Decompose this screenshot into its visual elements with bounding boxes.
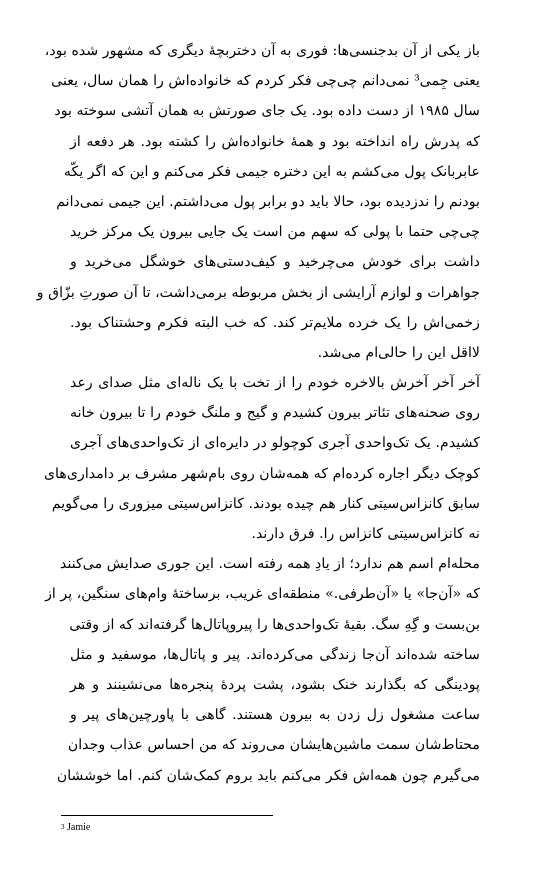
text-line: سال ۱۹۸۵ از دست داده بود. یک جای صورتش به همان آتشی سوخته بود xyxy=(54,103,480,120)
footnote-separator xyxy=(61,815,273,816)
text-line: ساعت مشغول زل زدن به بیرون هستند. گاهی با پاورچین‌های پیر و xyxy=(70,707,480,724)
body-text xyxy=(36,36,480,791)
text-line: باز یکی از آن بدجنسی‌ها: فوری به آن دختربچهٔ دیگری که مشهور شده بود، xyxy=(44,43,480,59)
text-line: آخر آخر آخرش بالاخره خودم را از تخت با یک ناله‌ای مثل صدای رعد xyxy=(70,375,480,392)
text-line: که «آن‌جا» یا «آن‌طرفی.» منطقه‌ای غریب، برساختهٔ وام‌های سنگین، پر از xyxy=(45,586,480,603)
text-line: کوچک دیگر اجاره کرده‌ام که همه‌شان روی بام‌شهر مشرف بر دامداری‌های xyxy=(43,465,480,482)
footnote-text: Jamie xyxy=(64,822,91,833)
text-line: پودینگی که بگذارند خنک بشود، پشت پردهٔ پنجره‌ها می‌نشینند و هر xyxy=(70,676,480,693)
paragraph-end-line: نه کانزاس‌سیتی کانزاس را. فرق دارند. xyxy=(251,526,480,542)
text-line: بن‌بست و گِهِ سگ. بقیهٔ تک‌واحدی‌ها را پیرو‌پاتال‌ها گرفته‌اند که از وقتی xyxy=(69,616,480,633)
text-line: روی صحنه‌های تئاتر بیرون کشیدم و گیج و ملنگ خودم را تا بیرون خانه xyxy=(70,405,480,422)
text-line: می‌گیرم چون همه‌اش فکر می‌کنم باید بروم کمک‌شان کنم. اما خوششان xyxy=(56,767,480,784)
footnote-marker: 3 xyxy=(61,823,65,831)
text-line: یعنی جِمی³ نمی‌دانم چی‌چی فکر کردم که خانواده‌اش را همان سال، یعنی xyxy=(51,73,480,90)
text-line: ساخته شده‌اند آن‌جا زندگی می‌کرده‌اند. پیر و پاتال‌ها، موسفید و مثل xyxy=(70,646,480,663)
text-line: سابق کانزاس‌سیتی کنار هم چیده بودند. کانزاس‌سیتی میزوری را می‌گویم xyxy=(51,495,480,512)
text-line: که پدرش راه انداخته بود و همهٔ خانواده‌اش را کشته بود. هر دفعه از xyxy=(70,133,480,150)
text-line: محله‌ام اسم هم ندارد؛ از یادِ همه رفته است. این جوری صدایش می‌کنند xyxy=(60,556,480,573)
text-line: جواهرات و لوازم آرایشی از بخش مربوطه برمی‌داشت، تا آن صورتِ بزّاق و xyxy=(36,284,480,301)
paragraph-end-line: لااقل این را حالی‌ام می‌شد. xyxy=(317,344,480,361)
footnote xyxy=(61,821,90,835)
text-line: محتاط‌شان سمت ماشین‌هایشان می‌روند که من احساس عذاب وجدان xyxy=(67,737,480,754)
text-line: عابربانک پول می‌کشم به این دختره جیمی فکر می‌کنم و این که اگر یکّه xyxy=(63,163,480,180)
text-line: کشیدم. یک تک‌واحدی آجری کوچولو در دایره‌ای از تک‌واحدی‌های آجری xyxy=(70,435,480,452)
text-line: داشت برای خودش می‌چرخید و کیف‌دستی‌های خوشگل می‌خرید و xyxy=(70,254,480,271)
text-line: چی‌چی حتما با پولی که سهم من است یک جایی بیرون یک مرکز خرید xyxy=(70,224,480,241)
text-line: بودنم را ندزدیده بود، حالا باید دو برابر پول می‌داشتم. این جیمی نمی‌دانم xyxy=(56,193,480,210)
text-line: زخمی‌اش را یک خرده ملایم‌تر کند. که خب البته فکرم وحشتناک بود. xyxy=(70,314,480,331)
